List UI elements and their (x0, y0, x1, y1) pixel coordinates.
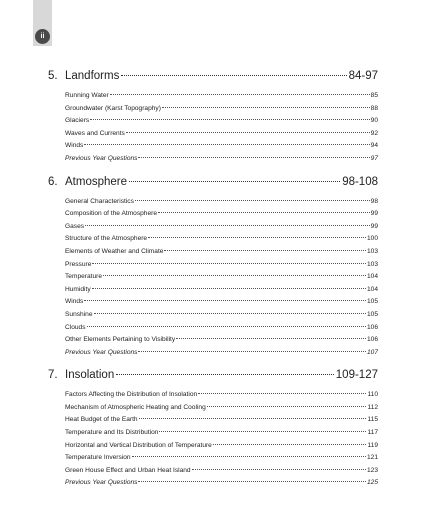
entry-page-number: 90 (370, 117, 378, 125)
entry-title: Clouds (65, 323, 86, 331)
entry-title: Previous Year Questions (65, 479, 138, 487)
dot-leader (164, 250, 366, 251)
dot-leader (121, 75, 346, 76)
toc-entry[interactable] (65, 248, 378, 261)
entry-page-number: 117 (367, 429, 378, 437)
toc-entry[interactable] (65, 105, 378, 118)
toc-entry[interactable] (65, 142, 378, 155)
entry-title: Sunshine (65, 310, 93, 318)
entry-page-number: 92 (370, 129, 378, 137)
entry-title: Waves and Currents (65, 129, 125, 137)
dot-leader (92, 288, 366, 289)
toc-entry[interactable] (65, 298, 378, 311)
toc-entry[interactable] (65, 336, 378, 349)
toc-entry[interactable] (65, 349, 378, 362)
dot-leader (138, 481, 366, 482)
chapter-page-range: 98-108 (342, 175, 378, 188)
toc-entry[interactable] (65, 404, 378, 417)
entry-title: Humidity (65, 285, 91, 293)
dot-leader (92, 263, 366, 264)
dot-leader (110, 94, 370, 95)
toc-entry[interactable] (65, 117, 378, 130)
entry-page-number: 97 (370, 154, 378, 162)
dot-leader (90, 119, 369, 120)
toc-entry[interactable] (65, 416, 378, 429)
entry-title: Horizontal and Vertical Distribution of Temperature (65, 441, 212, 449)
dot-leader (94, 313, 366, 314)
chapter-title: Landforms (65, 70, 120, 82)
toc-entry[interactable] (65, 210, 378, 223)
dot-leader (176, 338, 366, 339)
entry-page-number: 125 (366, 479, 378, 487)
entry-title: Elements of Weather and Climate (65, 247, 164, 255)
chapter-heading[interactable] (48, 70, 378, 86)
entry-title: General Characteristics (65, 197, 134, 205)
dot-leader (129, 181, 340, 182)
dot-leader (198, 393, 366, 394)
dot-leader (84, 144, 369, 145)
dot-leader (192, 469, 366, 470)
chapter-section (48, 70, 378, 168)
entry-page-number: 123 (366, 466, 378, 474)
chapter-heading[interactable] (48, 176, 378, 192)
toc-entry[interactable] (65, 286, 378, 299)
dot-leader (148, 237, 366, 238)
page-number-badge: ii (35, 29, 50, 44)
toc-entry[interactable] (65, 467, 378, 480)
entry-page-number: 105 (366, 298, 378, 306)
entry-page-number: 85 (370, 92, 378, 99)
entry-page-number: 94 (370, 142, 378, 150)
entry-title: Factors Affecting the Distribution of Insolation (65, 391, 198, 399)
entry-title: Running Water (65, 92, 109, 99)
dot-leader (162, 107, 370, 108)
toc-entry[interactable] (65, 223, 378, 236)
entry-page-number: 104 (366, 273, 378, 281)
entry-title: Groundwater (Karst Topography) (65, 104, 161, 112)
entry-page-number: 104 (366, 285, 378, 293)
entry-title: Glaciers (65, 117, 90, 125)
toc-entry[interactable] (65, 391, 378, 404)
entry-title: Temperature and Its Distribution (65, 429, 159, 437)
entry-page-number: 103 (366, 260, 378, 268)
dot-leader (126, 132, 370, 133)
dot-leader (84, 300, 366, 301)
dot-leader (85, 225, 370, 226)
dot-leader (158, 212, 370, 213)
chapter-section (48, 176, 378, 362)
toc-entry[interactable] (65, 429, 378, 442)
chapter-title: Insolation (65, 369, 115, 382)
dot-leader (87, 326, 366, 327)
table-of-contents (48, 70, 378, 500)
entry-page-number: 99 (370, 210, 378, 218)
dot-leader (139, 418, 367, 419)
entry-page-number: 106 (366, 336, 378, 344)
dot-leader (207, 406, 367, 407)
entry-page-number: 112 (367, 403, 378, 411)
entry-title: Winds (65, 298, 84, 306)
dot-leader (135, 200, 370, 201)
entry-page-number: 106 (366, 323, 378, 331)
entry-title: Structure of the Atmosphere (65, 235, 148, 243)
entry-page-number: 110 (367, 391, 378, 399)
toc-entry[interactable] (65, 442, 378, 455)
toc-entry[interactable] (65, 311, 378, 324)
dot-leader (138, 157, 369, 158)
entry-list (48, 391, 378, 492)
entry-page-number: 107 (366, 348, 378, 356)
entry-title: Composition of the Atmosphere (65, 210, 157, 218)
entry-page-number: 115 (367, 416, 378, 424)
entry-page-number: 121 (366, 454, 378, 462)
entry-title: Winds (65, 142, 84, 150)
chapter-number: 7. (48, 369, 58, 382)
entry-title: Previous Year Questions (65, 154, 138, 162)
entry-title: Other Elements Pertaining to Visibility (65, 336, 176, 344)
chapter-page-range: 109-127 (335, 369, 378, 382)
chapter-number: 5. (48, 70, 58, 82)
toc-entry[interactable] (65, 130, 378, 143)
toc-entry[interactable] (65, 479, 378, 492)
entry-page-number: 103 (366, 247, 378, 255)
chapter-section (48, 369, 378, 492)
entry-list (48, 92, 378, 168)
chapter-title: Atmosphere (65, 175, 128, 188)
entry-page-number: 88 (370, 104, 378, 112)
dot-leader (213, 444, 367, 445)
toc-entry[interactable] (65, 273, 378, 286)
entry-title: Green House Effect and Urban Heat Island (65, 466, 191, 474)
chapter-number: 6. (48, 175, 58, 188)
toc-entry[interactable] (65, 155, 378, 168)
chapter-page-range: 84-97 (348, 70, 378, 82)
chapter-heading[interactable] (48, 369, 378, 385)
toc-entry[interactable] (65, 261, 378, 274)
entry-list (48, 198, 378, 362)
toc-entry[interactable] (65, 454, 378, 467)
dot-leader (116, 374, 334, 375)
entry-title: Mechanism of Atmospheric Heating and Cooling (65, 403, 206, 411)
toc-entry[interactable] (65, 324, 378, 337)
entry-title: Heat Budget of the Earth (65, 416, 138, 424)
dot-leader (159, 431, 366, 432)
entry-title: Previous Year Questions (65, 348, 138, 356)
toc-entry[interactable] (65, 235, 378, 248)
toc-entry[interactable] (65, 198, 378, 211)
entry-title: Temperature (65, 273, 103, 281)
toc-entry[interactable] (65, 92, 378, 105)
entry-page-number: 99 (370, 222, 378, 230)
dot-leader (103, 275, 366, 276)
entry-page-number: 105 (366, 310, 378, 318)
dot-leader (132, 456, 366, 457)
entry-title: Pressure (65, 260, 92, 268)
dot-leader (138, 351, 366, 352)
entry-title: Gases (65, 222, 85, 230)
entry-title: Temperature Inversion (65, 454, 131, 462)
entry-page-number: 119 (367, 441, 378, 449)
entry-page-number: 98 (370, 197, 378, 205)
entry-page-number: 100 (366, 235, 378, 243)
